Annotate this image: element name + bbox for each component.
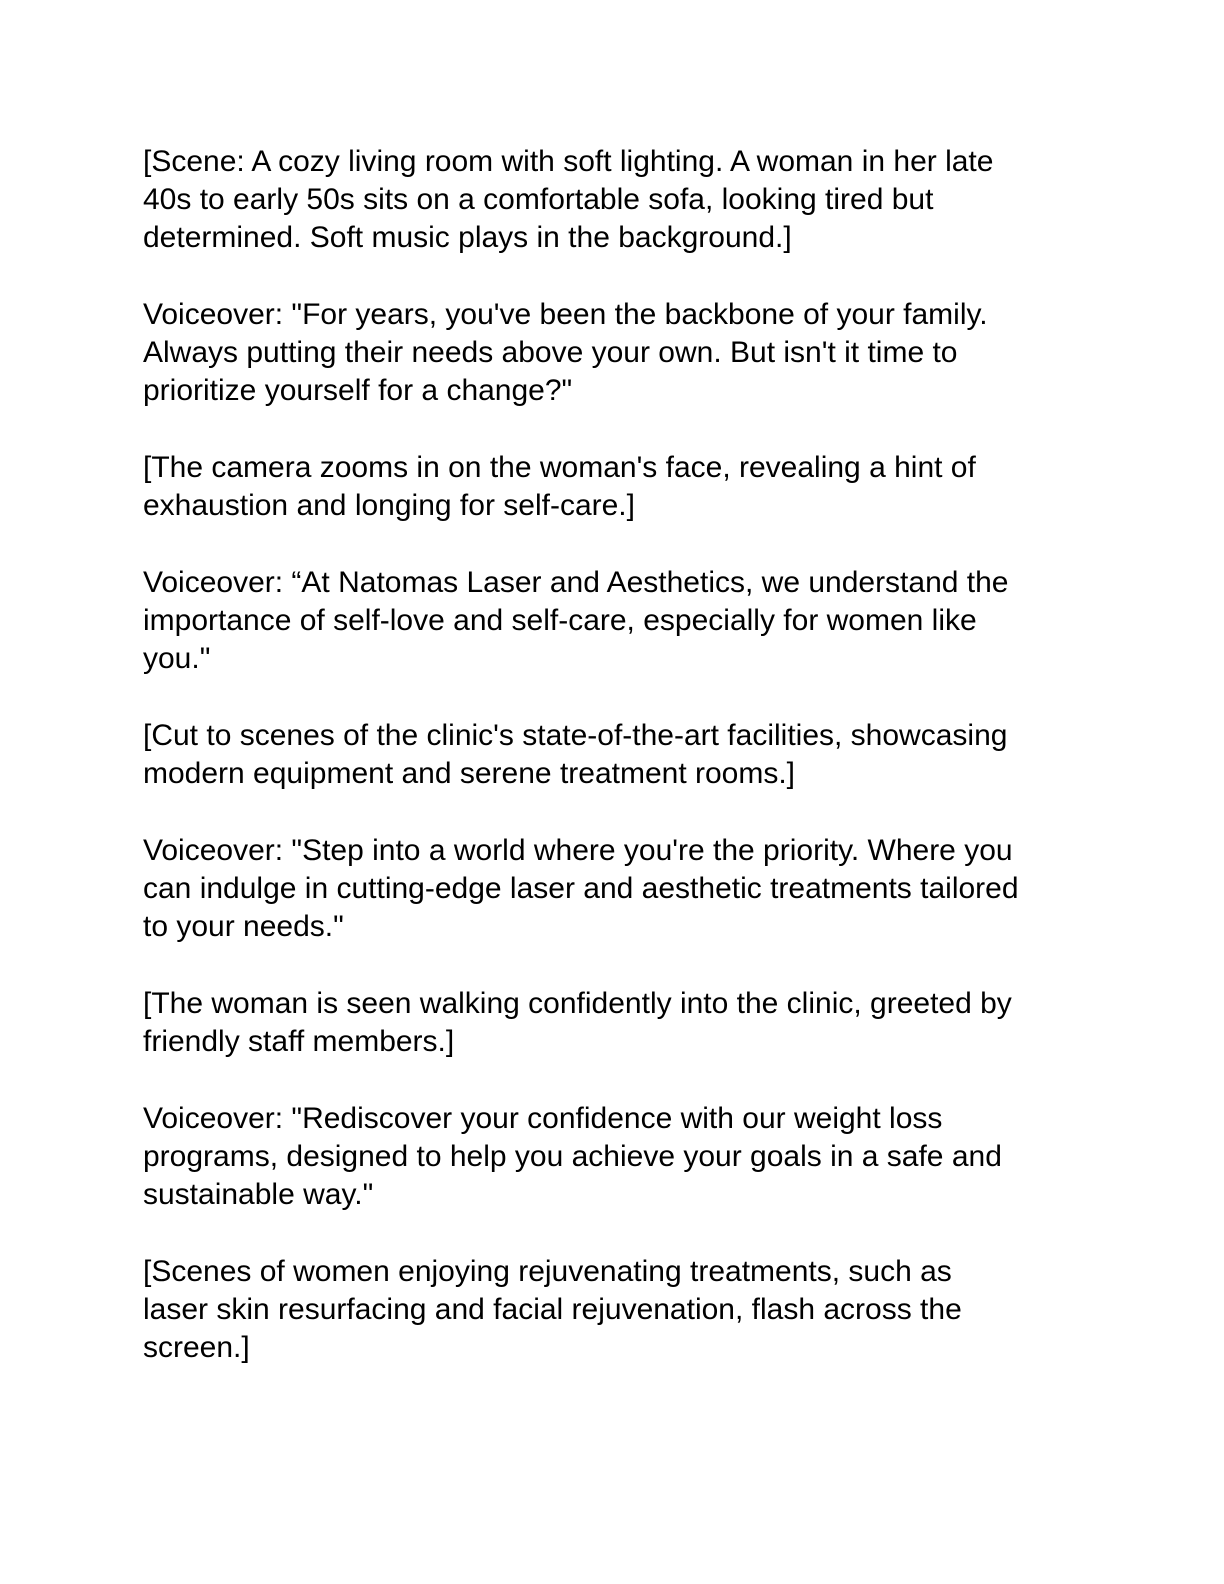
- scene-direction-paragraph: [143, 143, 1083, 257]
- scene-direction-paragraph: [143, 985, 1083, 1061]
- line: programs, designed to help you achieve your goals in a safe and: [143, 1140, 1002, 1173]
- line: screen.]: [143, 1331, 250, 1364]
- line: can indulge in cutting-edge laser and aesthetic treatments tailored: [143, 872, 1019, 905]
- line: Voiceover: "Rediscover your confidence with our weight loss: [143, 1102, 943, 1135]
- line: you.": [143, 642, 211, 675]
- voiceover-paragraph: [143, 832, 1083, 946]
- line: Voiceover: "For years, you've been the backbone of your family.: [143, 298, 988, 331]
- line: sustainable way.": [143, 1178, 374, 1211]
- scene-direction-paragraph: [143, 449, 1083, 525]
- line: Voiceover: “At Natomas Laser and Aesthetics, we understand the: [143, 566, 1009, 599]
- voiceover-paragraph: [143, 1100, 1083, 1214]
- line: [Scene: A cozy living room with soft lighting. A woman in her late: [143, 145, 994, 178]
- line: importance of self-love and self-care, especially for women like: [143, 604, 977, 637]
- voiceover-paragraph: [143, 564, 1083, 678]
- line: [The camera zooms in on the woman's face, revealing a hint of: [143, 451, 976, 484]
- voiceover-paragraph: [143, 296, 1083, 410]
- line: laser skin resurfacing and facial rejuvenation, flash across the: [143, 1293, 962, 1326]
- script-page: [143, 143, 1083, 1367]
- line: friendly staff members.]: [143, 1025, 455, 1058]
- line: [The woman is seen walking confidently into the clinic, greeted by: [143, 987, 1012, 1020]
- line: [Cut to scenes of the clinic's state-of-the-art facilities, showcasing: [143, 719, 1008, 752]
- line: 40s to early 50s sits on a comfortable sofa, looking tired but: [143, 183, 934, 216]
- line: determined. Soft music plays in the background.]: [143, 221, 792, 254]
- scene-direction-paragraph: [143, 1253, 1083, 1367]
- line: Voiceover: "Step into a world where you're the priority. Where you: [143, 834, 1013, 867]
- scene-direction-paragraph: [143, 717, 1083, 793]
- line: [Scenes of women enjoying rejuvenating treatments, such as: [143, 1255, 952, 1288]
- line: modern equipment and serene treatment rooms.]: [143, 757, 796, 790]
- line: prioritize yourself for a change?": [143, 374, 573, 407]
- line: exhaustion and longing for self-care.]: [143, 489, 635, 522]
- line: to your needs.": [143, 910, 344, 943]
- line: Always putting their needs above your own. But isn't it time to: [143, 336, 958, 369]
